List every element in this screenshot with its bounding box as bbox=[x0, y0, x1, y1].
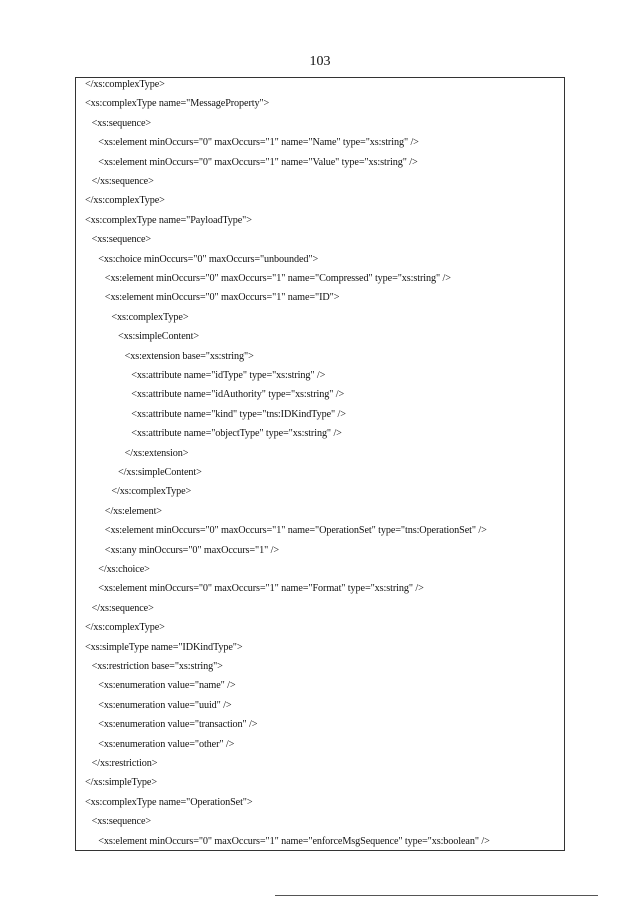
code-line: <xs:enumeration value="other" /> bbox=[98, 738, 235, 750]
code-line: <xs:enumeration value="uuid" /> bbox=[98, 699, 232, 711]
code-line: </xs:element> bbox=[104, 505, 162, 517]
code-line: </xs:simpleContent> bbox=[118, 467, 202, 478]
code-line: <xs:simpleType name="IDKindType"> bbox=[85, 641, 243, 653]
code-line: <xs:sequence> bbox=[91, 117, 152, 129]
code-line: <xs:any minOccurs="0" maxOccurs="1" /> bbox=[104, 544, 279, 556]
code-line: <xs:choice minOccurs="0" maxOccurs="unbounded"> bbox=[98, 253, 319, 265]
code-line: <xs:attribute name="idAuthority" type="xs:string" /> bbox=[131, 389, 345, 401]
code-line: </xs:sequence> bbox=[91, 602, 154, 614]
code-line: <xs:element minOccurs="0" maxOccurs="1" name="Value" type="xs:string" /> bbox=[98, 156, 418, 168]
code-line: </xs:extension> bbox=[124, 447, 189, 459]
code-line: </xs:simpleType> bbox=[85, 777, 157, 789]
code-line: <xs:sequence> bbox=[91, 234, 152, 246]
code-line: <xs:element minOccurs="0" maxOccurs="1" name="Compressed" type="xs:string" /> bbox=[104, 273, 451, 284]
code-line: <xs:extension base="xs:string"> bbox=[124, 350, 254, 362]
code-line: <xs:element minOccurs="0" maxOccurs="1" name="Format" type="xs:string" /> bbox=[98, 583, 424, 595]
code-line: <xs:complexType name="PayloadType"> bbox=[85, 214, 252, 226]
code-line: <xs:attribute name="objectType" type="xs:string" /> bbox=[131, 428, 342, 440]
code-line: <xs:sequence> bbox=[91, 816, 152, 828]
code-line: <xs:element minOccurs="0" maxOccurs="1" name="Name" type="xs:string" /> bbox=[98, 137, 419, 149]
code-line: <xs:simpleContent> bbox=[118, 331, 200, 343]
code-line: </xs:complexType> bbox=[85, 622, 165, 634]
code-line: </xs:choice> bbox=[98, 564, 150, 575]
code-line: <xs:complexType name="OperationSet"> bbox=[85, 796, 253, 808]
code-line: </xs:complexType> bbox=[85, 79, 165, 90]
footer-rule bbox=[275, 895, 598, 896]
code-line: <xs:element minOccurs="0" maxOccurs="1" name="OperationSet" type="tns:OperationSet" /> bbox=[104, 525, 487, 537]
code-line: </xs:sequence> bbox=[91, 176, 154, 187]
code-line: <xs:enumeration value="transaction" /> bbox=[98, 719, 258, 731]
code-line: <xs:complexType> bbox=[111, 311, 189, 323]
code-line: </xs:complexType> bbox=[111, 486, 192, 498]
code-line: <xs:attribute name="idType" type="xs:string" /> bbox=[131, 370, 326, 381]
code-line: <xs:restriction base="xs:string"> bbox=[91, 661, 223, 672]
page-number: 103 bbox=[309, 54, 331, 69]
code-line: <xs:element minOccurs="0" maxOccurs="1" name="enforceMsgSequence" type="xs:boolean" /> bbox=[98, 835, 490, 847]
code-line: <xs:complexType name="MessageProperty"> bbox=[85, 98, 270, 110]
code-line: <xs:attribute name="kind" type="tns:IDKindType" /> bbox=[131, 408, 346, 420]
code-line: <xs:element minOccurs="0" maxOccurs="1" name="ID"> bbox=[104, 292, 340, 304]
code-line: <xs:enumeration value="name" /> bbox=[98, 680, 236, 692]
code-line: </xs:restriction> bbox=[91, 758, 158, 769]
code-line: </xs:complexType> bbox=[85, 195, 165, 207]
xml-schema-code-block bbox=[75, 77, 565, 851]
